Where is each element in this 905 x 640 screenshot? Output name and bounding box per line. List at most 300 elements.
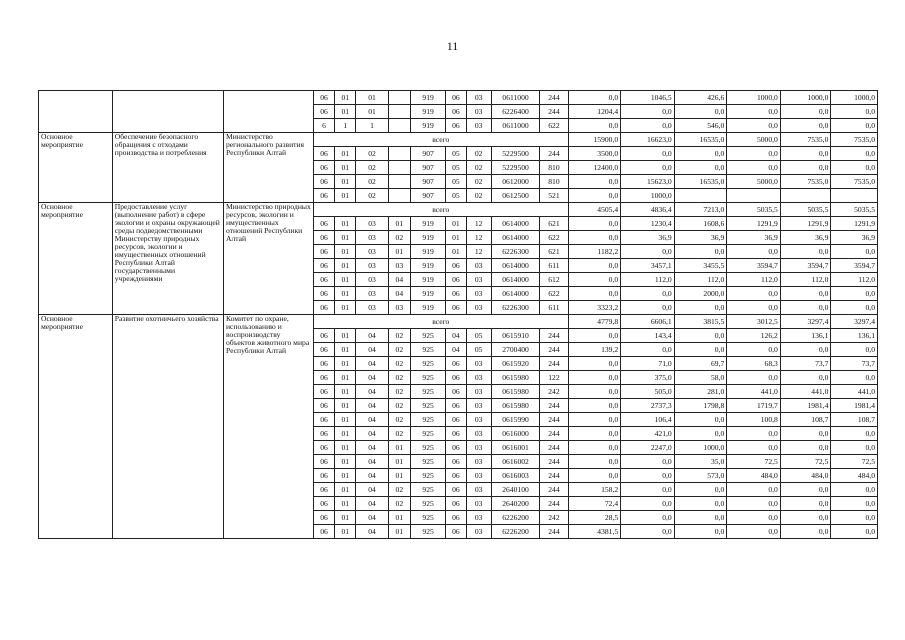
code-cell: 242 xyxy=(540,511,568,525)
amount-cell: 3594,7 xyxy=(831,259,878,273)
code-cell: 06 xyxy=(446,455,466,469)
amount-cell xyxy=(674,189,727,203)
code-cell: 01 xyxy=(335,399,356,413)
code-cell: 925 xyxy=(410,385,445,399)
activity-name-cell: Обеспечение безопасного обращения с отходами производства и потребления xyxy=(112,133,223,203)
code-cell: 06 xyxy=(313,371,334,385)
code-cell: 06 xyxy=(446,385,466,399)
code-cell: 01 xyxy=(335,287,356,301)
amount-cell: 143,4 xyxy=(621,329,675,343)
amount-cell: 36,9 xyxy=(621,231,675,245)
code-cell: 02 xyxy=(388,343,410,357)
amount-cell: 68,3 xyxy=(727,357,781,371)
code-cell: 06 xyxy=(313,343,334,357)
code-cell: 06 xyxy=(446,441,466,455)
code-cell: 122 xyxy=(540,371,568,385)
amount-cell: 36,9 xyxy=(780,231,831,245)
amount-cell: 441,0 xyxy=(780,385,831,399)
code-cell: 03 xyxy=(466,91,491,105)
amount-cell: 3297,4 xyxy=(831,315,878,329)
code-cell: 02 xyxy=(388,329,410,343)
amount-cell: 3594,7 xyxy=(780,259,831,273)
amount-cell: 0,0 xyxy=(780,483,831,497)
amount-cell: 0,0 xyxy=(621,105,675,119)
page-number: 11 xyxy=(446,39,459,53)
code-cell: 05 xyxy=(446,175,466,189)
code-cell: 12 xyxy=(466,245,491,259)
code-cell: 244 xyxy=(540,413,568,427)
code-cell: 01 xyxy=(335,231,356,245)
amount-cell: 0,0 xyxy=(568,119,621,133)
code-cell: 04 xyxy=(356,441,388,455)
code-cell: 06 xyxy=(446,301,466,315)
amount-cell: 0,0 xyxy=(780,119,831,133)
code-cell: 03 xyxy=(466,399,491,413)
amount-cell: 0,0 xyxy=(831,147,878,161)
amount-cell: 3500,0 xyxy=(568,147,621,161)
code-cell: 04 xyxy=(356,469,388,483)
amount-cell: 0,0 xyxy=(727,441,781,455)
code-cell: 06 xyxy=(313,497,334,511)
amount-cell: 5000,0 xyxy=(727,175,781,189)
code-cell: 622 xyxy=(540,231,568,245)
amount-cell: 3297,4 xyxy=(780,315,831,329)
amount-cell: 3012,5 xyxy=(727,315,781,329)
code-cell: 02 xyxy=(388,427,410,441)
code-cell: 622 xyxy=(540,287,568,301)
amount-cell: 0,0 xyxy=(621,497,675,511)
amount-cell: 0,0 xyxy=(568,273,621,287)
code-cell: 05 xyxy=(466,343,491,357)
amount-cell: 28,5 xyxy=(568,511,621,525)
amount-cell: 72,5 xyxy=(780,455,831,469)
code-cell xyxy=(388,91,410,105)
amount-cell: 73,7 xyxy=(780,357,831,371)
code-cell: 03 xyxy=(466,357,491,371)
amount-cell: 0,0 xyxy=(831,245,878,259)
code-cell: 02 xyxy=(356,147,388,161)
code-cell: 621 xyxy=(540,245,568,259)
code-cell: 01 xyxy=(335,273,356,287)
code-cell: 01 xyxy=(388,525,410,539)
amount-cell: 1182,2 xyxy=(568,245,621,259)
code-cell: 6226300 xyxy=(491,301,540,315)
code-cell: 02 xyxy=(388,385,410,399)
code-cell: 01 xyxy=(335,217,356,231)
amount-cell: 0,0 xyxy=(621,287,675,301)
code-cell: 02 xyxy=(466,189,491,203)
code-cell: 01 xyxy=(335,385,356,399)
code-cell: 6226200 xyxy=(491,511,540,525)
code-cell: 622 xyxy=(540,119,568,133)
code-cell: 06 xyxy=(313,217,334,231)
code-cell: 0615920 xyxy=(491,357,540,371)
code-cell: 06 xyxy=(313,105,334,119)
code-cell: 925 xyxy=(410,399,445,413)
amount-cell: 158,2 xyxy=(568,483,621,497)
code-cell: 05 xyxy=(446,161,466,175)
code-cell: 01 xyxy=(335,441,356,455)
amount-cell: 108,7 xyxy=(831,413,878,427)
amount-cell: 0,0 xyxy=(674,105,727,119)
amount-cell: 0,0 xyxy=(727,245,781,259)
total-row xyxy=(39,315,878,329)
code-cell: 03 xyxy=(466,105,491,119)
amount-cell: 2247,0 xyxy=(621,441,675,455)
amount-cell: 139,2 xyxy=(568,343,621,357)
code-cell: 02 xyxy=(466,175,491,189)
code-cell: 06 xyxy=(313,287,334,301)
code-cell: 919 xyxy=(410,105,445,119)
amount-cell: 0,0 xyxy=(568,231,621,245)
code-cell: 04 xyxy=(356,399,388,413)
code-cell: 04 xyxy=(388,287,410,301)
code-cell: 01 xyxy=(335,329,356,343)
code-cell: 06 xyxy=(313,511,334,525)
code-cell: 925 xyxy=(410,329,445,343)
total-row xyxy=(39,203,878,217)
amount-cell: 0,0 xyxy=(780,105,831,119)
code-cell: 0614000 xyxy=(491,217,540,231)
amount-cell: 0,0 xyxy=(780,511,831,525)
code-cell: 04 xyxy=(356,497,388,511)
code-cell: 02 xyxy=(466,161,491,175)
amount-cell: 112,0 xyxy=(727,273,781,287)
code-cell: 03 xyxy=(466,455,491,469)
code-cell: 01 xyxy=(335,427,356,441)
amount-cell: 112,0 xyxy=(674,273,727,287)
amount-cell: 112,0 xyxy=(621,273,675,287)
code-cell: 03 xyxy=(356,259,388,273)
code-cell: 06 xyxy=(446,511,466,525)
amount-cell: 73,7 xyxy=(831,357,878,371)
activity-type-cell: Основное мероприятие xyxy=(39,133,113,203)
amount-cell: 1981,4 xyxy=(831,399,878,413)
code-cell: 5229500 xyxy=(491,161,540,175)
amount-cell: 4779,8 xyxy=(568,315,621,329)
code-cell: 611 xyxy=(540,259,568,273)
amount-cell: 0,0 xyxy=(674,413,727,427)
amount-cell: 1204,4 xyxy=(568,105,621,119)
code-cell: 621 xyxy=(540,217,568,231)
code-cell: 907 xyxy=(410,161,445,175)
code-cell: 6226400 xyxy=(491,105,540,119)
code-cell: 244 xyxy=(540,525,568,539)
amount-cell: 7535,0 xyxy=(831,175,878,189)
code-cell: 907 xyxy=(410,189,445,203)
activity-name-cell: Предоставление услуг (выполнение работ) в сфере экологии и охраны окружающей среды подведомственными Министерству природных ресурсов, экологии и имущественных отношений Республики Алтай государственными учреждениями xyxy=(112,203,223,315)
code-cell xyxy=(388,147,410,161)
amount-cell: 35,0 xyxy=(674,455,727,469)
amount-cell: 0,0 xyxy=(568,413,621,427)
amount-cell: 0,0 xyxy=(727,511,781,525)
code-cell xyxy=(388,175,410,189)
amount-cell: 0,0 xyxy=(621,511,675,525)
code-cell: 2640200 xyxy=(491,497,540,511)
code-cell xyxy=(388,189,410,203)
code-cell: 02 xyxy=(388,231,410,245)
amount-cell: 0,0 xyxy=(568,217,621,231)
amount-cell: 0,0 xyxy=(780,287,831,301)
amount-cell xyxy=(780,189,831,203)
amount-cell: 100,8 xyxy=(727,413,781,427)
amount-cell: 72,4 xyxy=(568,497,621,511)
code-cell: 810 xyxy=(540,161,568,175)
code-cell: 5229500 xyxy=(491,147,540,161)
code-cell: 06 xyxy=(446,119,466,133)
amount-cell: 4381,5 xyxy=(568,525,621,539)
code-cell: 06 xyxy=(313,469,334,483)
amount-cell: 0,0 xyxy=(831,441,878,455)
code-cell: 244 xyxy=(540,427,568,441)
amount-cell: 0,0 xyxy=(621,301,675,315)
code-cell: 01 xyxy=(388,511,410,525)
code-cell: 06 xyxy=(446,469,466,483)
code-cell: 03 xyxy=(466,273,491,287)
code-cell: 04 xyxy=(356,371,388,385)
code-cell: 0614000 xyxy=(491,287,540,301)
amount-cell: 0,0 xyxy=(780,245,831,259)
amount-cell: 0,0 xyxy=(674,301,727,315)
executor-cell xyxy=(223,91,313,133)
code-cell: 04 xyxy=(446,343,466,357)
amount-cell: 12400,0 xyxy=(568,161,621,175)
code-cell: 03 xyxy=(466,497,491,511)
amount-cell: 0,0 xyxy=(780,441,831,455)
code-cell xyxy=(388,119,410,133)
amount-cell: 0,0 xyxy=(727,119,781,133)
code-cell: 04 xyxy=(356,329,388,343)
amount-cell: 0,0 xyxy=(831,343,878,357)
code-cell: 03 xyxy=(466,371,491,385)
executor-cell: Комитет по охране, использованию и воспроизводству объектов животного мира Республики Алтай xyxy=(223,315,313,539)
amount-cell: 0,0 xyxy=(568,441,621,455)
code-cell: 01 xyxy=(446,245,466,259)
code-cell: 925 xyxy=(410,497,445,511)
amount-cell: 58,0 xyxy=(674,371,727,385)
code-cell: 06 xyxy=(446,91,466,105)
amount-cell: 0,0 xyxy=(674,483,727,497)
code-cell: 02 xyxy=(388,483,410,497)
amount-cell: 0,0 xyxy=(831,483,878,497)
code-cell: 03 xyxy=(356,301,388,315)
amount-cell: 1000,0 xyxy=(727,91,781,105)
amount-cell: 3815,5 xyxy=(674,315,727,329)
amount-cell: 0,0 xyxy=(621,455,675,469)
amount-cell: 2000,0 xyxy=(674,287,727,301)
code-cell: 01 xyxy=(446,231,466,245)
code-cell: 925 xyxy=(410,371,445,385)
amount-cell: 16535,0 xyxy=(674,133,727,147)
amount-cell: 71,0 xyxy=(621,357,675,371)
total-label: всего xyxy=(313,203,568,217)
code-cell: 242 xyxy=(540,385,568,399)
code-cell: 04 xyxy=(356,357,388,371)
amount-cell: 546,0 xyxy=(674,119,727,133)
code-cell: 06 xyxy=(446,273,466,287)
executor-cell: Министерство природных ресурсов, экологии и имущественных отношений Республики Алтай xyxy=(223,203,313,315)
amount-cell: 7213,0 xyxy=(674,203,727,217)
amount-cell: 0,0 xyxy=(568,329,621,343)
code-cell: 06 xyxy=(313,357,334,371)
amount-cell: 72,5 xyxy=(831,455,878,469)
code-cell: 06 xyxy=(446,427,466,441)
code-cell: 2700400 xyxy=(491,343,540,357)
amount-cell: 0,0 xyxy=(674,427,727,441)
code-cell: 01 xyxy=(356,105,388,119)
amount-cell: 1291,9 xyxy=(780,217,831,231)
code-cell: 0616001 xyxy=(491,441,540,455)
amount-cell xyxy=(727,189,781,203)
amount-cell: 421,0 xyxy=(621,427,675,441)
amount-cell: 0,0 xyxy=(780,301,831,315)
code-cell: 03 xyxy=(466,483,491,497)
amount-cell: 441,0 xyxy=(831,385,878,399)
amount-cell: 36,9 xyxy=(831,231,878,245)
amount-cell: 0,0 xyxy=(780,497,831,511)
code-cell: 04 xyxy=(388,273,410,287)
code-cell: 01 xyxy=(335,189,356,203)
code-cell: 01 xyxy=(335,469,356,483)
code-cell: 04 xyxy=(356,413,388,427)
code-cell: 06 xyxy=(313,231,334,245)
code-cell: 0616002 xyxy=(491,455,540,469)
code-cell: 01 xyxy=(446,217,466,231)
code-cell: 925 xyxy=(410,455,445,469)
amount-cell: 0,0 xyxy=(831,119,878,133)
code-cell: 03 xyxy=(356,231,388,245)
code-cell: 1 xyxy=(335,119,356,133)
code-cell: 244 xyxy=(540,469,568,483)
amount-cell: 1000,0 xyxy=(621,189,675,203)
amount-cell: 16535,0 xyxy=(674,175,727,189)
code-cell: 03 xyxy=(466,427,491,441)
amount-cell: 136,1 xyxy=(831,329,878,343)
amount-cell: 0,0 xyxy=(568,399,621,413)
code-cell: 521 xyxy=(540,189,568,203)
amount-cell: 0,0 xyxy=(674,161,727,175)
activity-type-cell xyxy=(39,91,113,133)
amount-cell: 0,0 xyxy=(780,427,831,441)
code-cell: 244 xyxy=(540,357,568,371)
amount-cell: 0,0 xyxy=(674,497,727,511)
code-cell: 12 xyxy=(466,217,491,231)
code-cell: 06 xyxy=(446,371,466,385)
code-cell: 919 xyxy=(410,91,445,105)
amount-cell: 0,0 xyxy=(831,525,878,539)
code-cell: 04 xyxy=(446,329,466,343)
code-cell: 03 xyxy=(466,385,491,399)
amount-cell: 0,0 xyxy=(727,287,781,301)
amount-cell: 3323,2 xyxy=(568,301,621,315)
code-cell: 06 xyxy=(313,189,334,203)
amount-cell: 281,0 xyxy=(674,385,727,399)
code-cell: 03 xyxy=(388,259,410,273)
amount-cell: 0,0 xyxy=(621,119,675,133)
amount-cell: 484,0 xyxy=(727,469,781,483)
code-cell: 06 xyxy=(313,259,334,273)
code-cell: 06 xyxy=(313,385,334,399)
amount-cell: 375,0 xyxy=(621,371,675,385)
code-cell: 04 xyxy=(356,525,388,539)
amount-cell: 1000,0 xyxy=(674,441,727,455)
code-cell: 06 xyxy=(313,441,334,455)
code-cell: 01 xyxy=(356,91,388,105)
code-cell: 03 xyxy=(356,273,388,287)
code-cell: 06 xyxy=(446,105,466,119)
amount-cell: 1230,4 xyxy=(621,217,675,231)
code-cell: 01 xyxy=(388,455,410,469)
amount-cell: 0,0 xyxy=(831,161,878,175)
amount-cell: 108,7 xyxy=(780,413,831,427)
code-cell: 02 xyxy=(466,147,491,161)
amount-cell: 1798,8 xyxy=(674,399,727,413)
code-cell: 06 xyxy=(446,413,466,427)
code-cell xyxy=(388,161,410,175)
activity-type-cell: Основное мероприятие xyxy=(39,203,113,315)
amount-cell: 15623,0 xyxy=(621,175,675,189)
amount-cell: 0,0 xyxy=(727,147,781,161)
amount-cell: 0,0 xyxy=(621,469,675,483)
amount-cell: 3594,7 xyxy=(727,259,781,273)
activity-name-cell: Развитие охотничьего хозяйства xyxy=(112,315,223,539)
amount-cell: 1046,5 xyxy=(621,91,675,105)
amount-cell: 0,0 xyxy=(568,455,621,469)
code-cell: 06 xyxy=(446,357,466,371)
amount-cell: 4836,4 xyxy=(621,203,675,217)
amount-cell: 0,0 xyxy=(831,105,878,119)
code-cell: 06 xyxy=(313,413,334,427)
amount-cell: 0,0 xyxy=(780,343,831,357)
amount-cell: 0,0 xyxy=(727,497,781,511)
code-cell: 810 xyxy=(540,175,568,189)
code-cell: 0616000 xyxy=(491,427,540,441)
code-cell: 03 xyxy=(466,525,491,539)
code-cell: 06 xyxy=(446,497,466,511)
code-cell: 06 xyxy=(446,287,466,301)
code-cell: 01 xyxy=(335,497,356,511)
code-cell: 0611000 xyxy=(491,91,540,105)
amount-cell: 36,9 xyxy=(727,231,781,245)
code-cell: 925 xyxy=(410,511,445,525)
amount-cell: 441,0 xyxy=(727,385,781,399)
amount-cell: 0,0 xyxy=(831,287,878,301)
amount-cell: 136,1 xyxy=(780,329,831,343)
code-cell: 0614000 xyxy=(491,273,540,287)
code-cell: 244 xyxy=(540,441,568,455)
amount-cell: 0,0 xyxy=(831,301,878,315)
code-cell: 01 xyxy=(335,371,356,385)
amount-cell: 0,0 xyxy=(831,511,878,525)
code-cell: 02 xyxy=(388,497,410,511)
amount-cell: 3455,5 xyxy=(674,259,727,273)
code-cell: 04 xyxy=(356,483,388,497)
total-label: всего xyxy=(313,133,568,147)
code-cell: 1 xyxy=(356,119,388,133)
budget-table xyxy=(38,90,878,539)
code-cell: 03 xyxy=(466,287,491,301)
code-cell: 244 xyxy=(540,91,568,105)
amount-cell: 0,0 xyxy=(568,371,621,385)
code-cell: 925 xyxy=(410,441,445,455)
amount-cell: 0,0 xyxy=(780,147,831,161)
amount-cell: 0,0 xyxy=(568,175,621,189)
code-cell: 01 xyxy=(335,357,356,371)
amount-cell: 1000,0 xyxy=(831,91,878,105)
amount-cell: 0,0 xyxy=(727,427,781,441)
code-cell: 244 xyxy=(540,483,568,497)
code-cell: 01 xyxy=(335,413,356,427)
